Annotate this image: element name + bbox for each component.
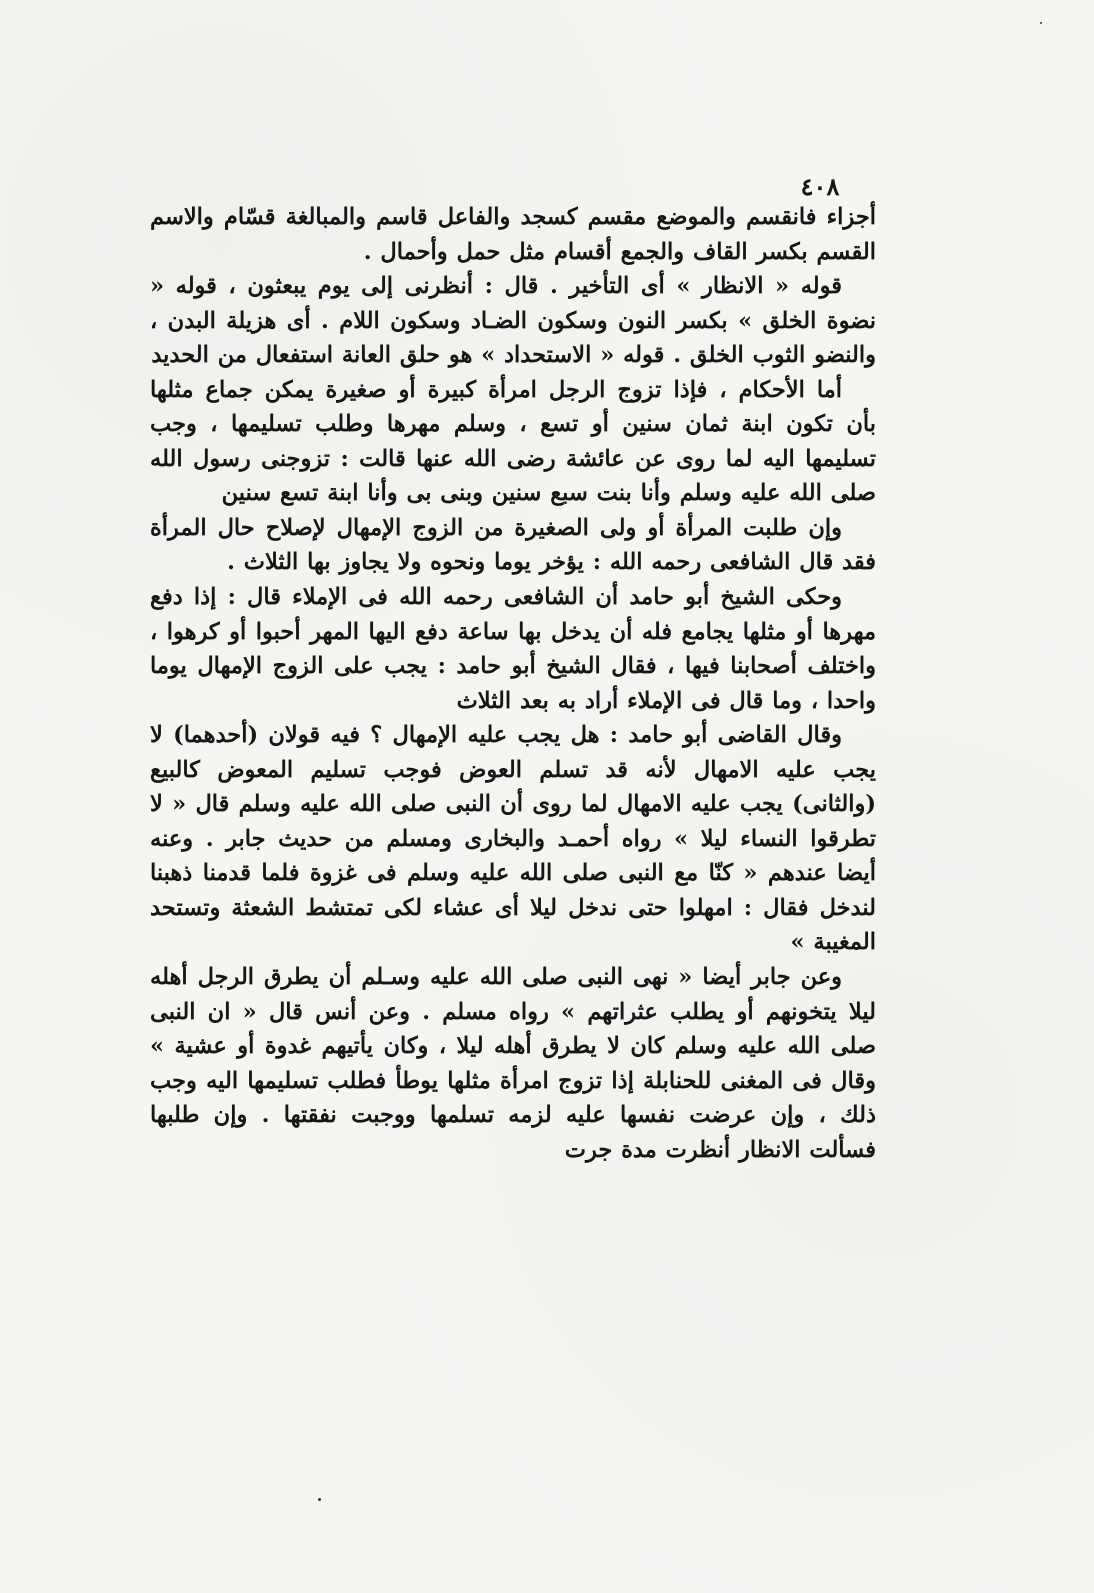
body-text [150, 200, 876, 1167]
paragraph: أجزاء فانقسم والموضع مقسم كسجد والفاعل قاسم والمبالغة قسّام والاسم القسم بكسر القاف والجمع أقسام مثل حمل وأحمال . [150, 204, 876, 265]
paragraph: وعن جابر أيضا « نهى النبى صلى الله عليه وسـلم أن يطرق الرجل أهله ليلا يتخونهم أو يطلب عثراتهم » رواه مسلم . وعن أنس قال « ان النبى صلى الله عليه وسلم كان لا يطرق أهله ليلا ، وكان يأتيهم غدوة أو عشية » وقال فى المغنى للحنابلة إذا تزوج امرأة مثلها يوطأ فطلب تسليمها اليه وجب ذلك ، وإن عرضت نفسها عليه لزمه تسلمها ووجبت نفقتها . وإن طلبها فسألت الانظار أنظرت مدة جرت [150, 964, 876, 1163]
paragraph: قوله « الانظار » أى التأخير . قال : أنظرنى إلى يوم يبعثون ، قوله « نضوة الخلق » بكسر النون وسكون الضـاد وسكون اللام . أى هزيلة البدن ، والنضو الثوب الخلق . قوله « الاستحداد » هو حلق العانة استفعال من الحديد [150, 273, 876, 369]
paragraph: وقال القاضى أبو حامد : هل يجب عليه الإمهال ؟ فيه قولان (أحدهما) لا يجب عليه الامهال لأنه قد تسلم العوض فوجب تسليم المعوض كالبيع (والثانى) يجب عليه الامهال لما روى أن النبى صلى الله عليه وسلم قال « لا تطرقوا النساء ليلا » رواه أحمـد والبخارى ومسلم من حديث جابر . وعنه أيضا عندهم « كنّا مع النبى صلى الله عليه وسلم فى غزوة فلما قدمنا ذهبنا لندخل فقال : امهلوا حتى ندخل ليلا أى عشاء لكى تمتشط الشعثة وتستحد المغيبة » [150, 722, 876, 956]
paper-speck [1040, 22, 1042, 24]
paragraph: وإن طلبت المرأة أو ولى الصغيرة من الزوج الإمهال لإصلاح حال المرأة فقد قال الشافعى رحمه الله : يؤخر يوما ونحوه ولا يجاوز بها الثلاث . [150, 514, 876, 576]
page-number: ٤٠٨ [800, 172, 840, 201]
paper-speck [318, 1498, 321, 1501]
paragraph: وحكى الشيخ أبو حامد أن الشافعى رحمه الله فى الإملاء قال : إذا دفع مهرها أو مثلها يجامع فله أن يدخل بها ساعة دفع اليها المهر أحبوا أو كرهوا ، واختلف أصحابنا فيها ، فقال الشيخ أبو حامد : يجب على الزوج الإمهال يوما واحدا ، وما قال فى الإملاء أراد به بعد الثلاث [150, 584, 876, 714]
paragraph: أما الأحكام ، فإذا تزوج الرجل امرأة كبيرة أو صغيرة يمكن جماع مثلها بأن تكون ابنة ثمان سنين أو تسع ، وسلم مهرها وطلب تسليمها ، وجب تسليمها اليه لما روى عن عائشة رضى الله عنها قالت : تزوجنى رسول الله صلى الله عليه وسلم وأنا بنت سبع سنين وبنى بى وأنا ابنة تسع سنين [150, 376, 876, 507]
